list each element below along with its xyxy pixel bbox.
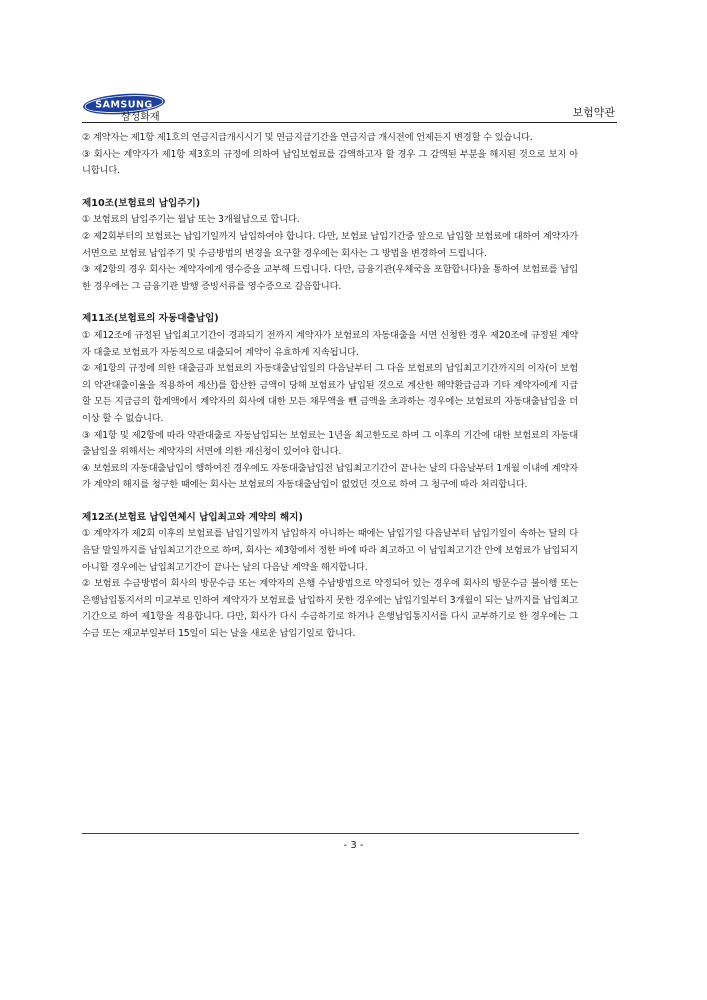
article-title: 제10조(보험료의 납입주기) [82,197,201,209]
article-10 [82,196,578,296]
article-paragraph: ① 보험료의 납입주기는 월납 또는 3개월납으로 합니다. [82,214,300,226]
article-paragraph: ② 제1항의 규정에 의한 대출금과 보험료의 자동대출납입일의 다음날부터 그 다음 보험료의 납입최고기간까지의 이자(이 보험의 약관대출이율을 적용하여 계산)를 합산한 금액이 당해 보험료가 납입된 것으로 계산한 해약환급금과 기타 계약자에게 지급할 모든 지급금의 합계액에서 계약자의 회사에 대한 모든 채무액을 뺀 금액을 초과하는 경우에는 보험료의 자동대출납입을 더 이상 할 수 없습니다. [82,363,578,424]
header-divider [82,122,617,123]
company-name: 삼성화재 [121,112,160,123]
article-paragraph: ② 제2회부터의 보험료는 납입기일까지 납입하여야 합니다. 다만, 보험료 납입기간중 앞으로 납입할 보험료에 대하여 계약자가 서면으로 보험료 납입주기 및 수금방법의 변경을 요구할 경우에는 회사는 그 방법을 변경하여 드립니다. [82,230,578,259]
document-type: 보험약관 [572,106,615,119]
article-title: 제12조(보험료 납입연체시 납입최고와 계약의 해지) [82,511,303,523]
article-12 [82,510,578,643]
document-body [82,130,578,643]
article-paragraph: ③ 제1항 및 제2항에 따라 약관대출로 자동납입되는 보험료는 1년을 최고한도로 하며 그 이후의 기간에 대한 보험료의 자동대출납입을 위해서는 계약자의 서면에 의한 재신청이 있어야 합니다. [82,429,578,458]
page-number: - 3 - [343,840,364,851]
footer-divider [82,833,579,834]
intro-paragraph: ③ 회사는 계약자가 제1항 제3호의 규정에 의하여 납입보험료를 감액하고자 할 경우 그 감액된 부분을 해지된 것으로 보지 아니합니다. [82,148,578,177]
intro-paragraph: ② 계약자는 제1항 제1호의 연금지급개시시기 및 연금지급기간을 연금지급 개시전에 언제든지 변경할 수 있습니다. [82,132,533,143]
article-paragraph: ② 보험료 수금방법이 회사의 방문수금 또는 계약자의 은행 수납방법으로 약정되어 있는 경우에 회사의 방문수금 불이행 또는 은행납입통지서의 미교부로 인하여 계약자가 보험료를 납입하지 못한 경우에는 납입기일부터 3개월이 되는 날까지를 납입최고기간으로 하여 제1항을 적용합니다. 다만, 회사가 다시 수금하기로 하거나 은행납입통지서를 다시 교부하기로 한 경우에는 그 수금 또는 재교부일부터 15일이 되는 날을 새로운 납입기일로 합니다. [82,578,578,640]
svg-text:SAMSUNG: SAMSUNG [95,99,153,111]
article-paragraph: ③ 제2항의 경우 회사는 계약자에게 영수증을 교부해 드립니다. 다만, 금융기관(우체국을 포함합니다)을 통하여 보험료를 납입한 경우에는 그 금융기관 발행 증빙서류를 영수증으로 갈음합니다. [82,264,578,292]
article-11 [82,311,578,494]
article-paragraph: ① 계약자가 제2회 이후의 보험료를 납입기일까지 납입하지 아니하는 때에는 납입기일 다음날부터 납입기일이 속하는 달의 다음달 말일까지를 납입최고기간으로 하며, 회사는 제3항에서 정한 바에 따라 최고하고 이 납입최고기간 안에 보험료가 납입되지 아니할 경우에는 납입최고기간이 끝나는 날의 다음날 계약을 해지합니다. [82,528,578,573]
article-paragraph: ① 제12조에 규정된 납입최고기간이 경과되기 전까지 계약자가 보험료의 자동대출을 서면 신청한 경우 제20조에 규정된 계약자 대출로 보험료가 자동적으로 대출되어 계약이 유효하게 지속됩니다. [82,329,578,358]
article-title: 제11조(보험료의 자동대출납입) [82,313,219,325]
article-paragraph: ④ 보험료의 자동대출납입이 행하여진 경우에도 자동대출납입전 납입최고기간이 끝나는 날의 다음날부터 1개월 이내에 계약자가 계약의 해지를 청구한 때에는 회사는 보험료의 자동대출납입이 없었던 것으로 하여 그 청구에 따라 처리합니다. [82,462,578,491]
